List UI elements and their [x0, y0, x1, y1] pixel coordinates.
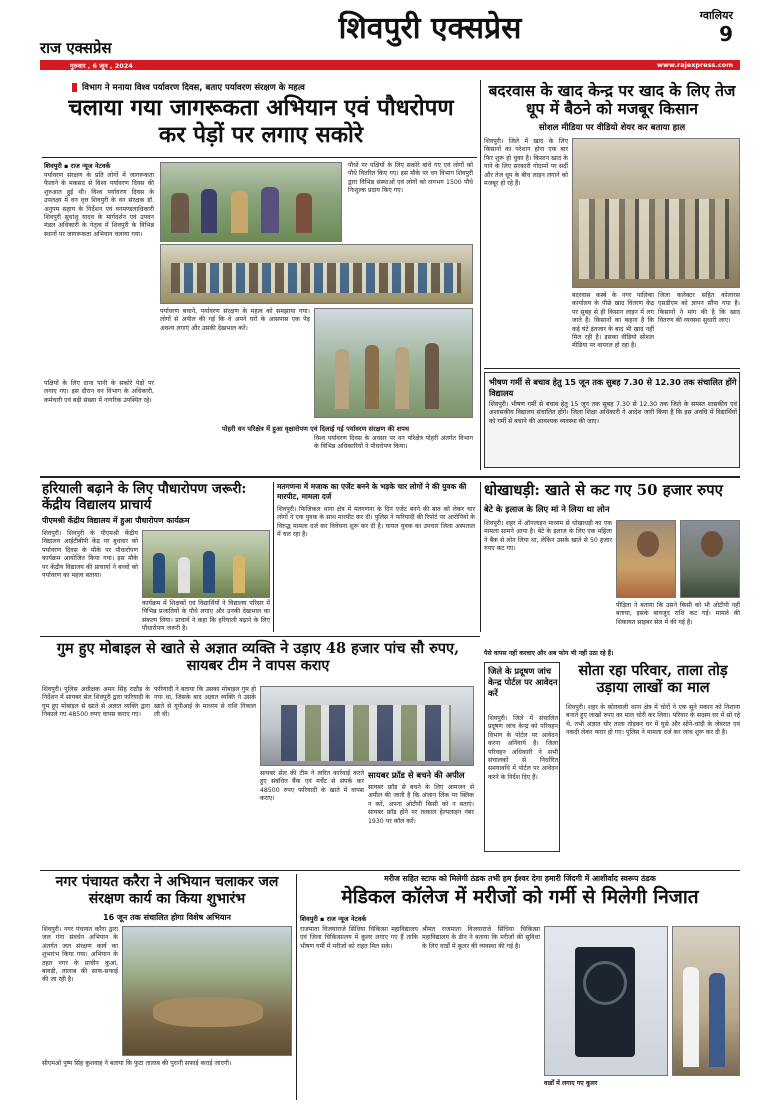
kicker-red-mark: [72, 83, 77, 92]
story-counting-assault: [277, 482, 475, 632]
photo-caption: पैसे वापस नहीं करवाए और अब फोन भी नहीं उठा रहे हैं।: [484, 650, 614, 657]
masthead-city: ग्वालियर: [699, 9, 733, 22]
story-byline: शिवपुरी ▪ राज न्यूज नेटवर्क: [300, 915, 367, 923]
story-headline: मतगणना में मजाक का एजेंट बनने के भड़के चार लोगों ने की युवक की मारपीट, मामला दर्ज: [277, 482, 467, 501]
photo-caption: वार्डों में लगाए गए कूलर: [544, 1080, 598, 1087]
caption-pohri: पोहरी वन परिक्षेत्र में हुआ वृक्षारोपण एवं दिलाई गई पर्यावरण संरक्षण की शपथ: [222, 425, 410, 433]
story-body-col1: शिवपुरी। शिवपुरी के पीएमश्री केंद्रीय विद्यालय आईटीबीपी केंद्र पर बुधवार को पर्यावरण दिवस के मौके पर पौधारोपण कार्यक्रम आयोजित किया गया। इस मौके पर केंद्रीय विद्यालय की प्राचार्या ने बच्चों को पर्यावरण का महत्व बताया।: [42, 530, 138, 580]
story-headline: नगर पंचायत करैरा ने अभियान चलाकर जल संरक्षण कार्य का किया शुभारंभ: [55, 874, 279, 907]
story-body-col3: पर्यावरण बचाने, पर्यावरण संरक्षण के महत्व को समझाया गया। लोगों से अपील की गई कि वे अपने घरों के आसपास एक पेड़ अवश्य लगाएं और उसकी देखभाल करें।: [160, 308, 310, 332]
photo-tree-planting: [160, 162, 342, 242]
notice-box: [484, 372, 740, 468]
photo-pohri: [314, 308, 473, 418]
story-body-col4: पक्षियों के लिए दाना पानी के सकोरे पेड़ों पर लगाए गए। इस दौरान वन विभाग के अधिकारी, कर्मचारी एवं बड़ी संख्या में नागरिक उपस्थित रहे।: [44, 380, 154, 404]
story-headline: बदरवास के खाद केन्द्र पर खाद के लिए तेज धूप में बैठने को मजबूर किसान: [488, 81, 736, 119]
story-headline: हरियाली बढ़ाने के लिए पौधारोपण जरूरी: केंद्रीय विद्यालय प्राचार्य: [42, 481, 247, 513]
story-body-col4: सायबर फ्रॉड से बचने के लिए आमजन से अपील की जाती है कि अंजान लिंक पर क्लिक न करें, अपना ओटीपी किसी को न बताएं। सायबर फ्रॉड होने पर तत्काल हेल्पलाइन नंबर 1930 पर कॉल करें।: [368, 784, 474, 825]
story-body-col2: पीड़िता ने बताया कि उसने किसी को भी ओटीपी नहीं बताया, इसके बावजूद राशि कट गई। मामले की शिकायत साइबर सेल में की गई है।: [616, 602, 740, 626]
story-theft: [566, 662, 740, 862]
story-body-col1: शिवपुरी। पुलिस अधीक्षक अमन सिंह राठौड़ के निर्देशन में सायबर सेल शिवपुरी द्वारा फरियादी के गुम हुए मोबाइल से खाते से अज्ञात व्यक्ति द्वारा निकाले गए 48500 रुपए वापस कराए गए।: [42, 686, 150, 719]
story-fertilizer: [484, 82, 740, 472]
story-body-col1: राजमाता विजयाराजे सिंधिया चिकित्सा महाविद्यालय एवं जिला चिकित्सालय में कूलर लगाए गए हैं ताकि भीषण गर्मी में मरीजों को राहत मिल सके।: [300, 926, 418, 950]
story-school-plantation: [42, 482, 270, 632]
masthead-bar: [40, 60, 740, 70]
story-subhead: बेटे के इलाज के लिए मां ने लिया था लोन: [484, 504, 610, 514]
story-headline: धोखाधड़ी: खाते से कट गए 50 हजार रुपए: [484, 481, 723, 499]
story-headline: गुम हुए मोबाइल से खाते से अज्ञात व्यक्ति ने उड़ाए 48 हजार पांच सौ रुपए, सायबर टीम ने वापस कराए: [56, 640, 460, 675]
photo-pond-cleaning: [122, 926, 292, 1056]
story-body-col1: शिवपुरी। जिले में खाद के लिए किसानों का परेशान होना एक बार फिर शुरू हो चुका है। किसान खाद के पाने के लिए सरकारी गोदामों पर सर्दी और तेज धूप के बीच लाइन लगाने को मजबूर हो रहे हैं।: [484, 138, 568, 188]
masthead: [0, 0, 778, 74]
story-subhead: सायबर फ्रॉड से बचने की अपील: [368, 770, 465, 780]
story-water-conservation: [42, 874, 292, 1098]
story-headline: चलाया गया जागरूकता अभियान एवं पौधरोपण कर पेड़ों पर लगाए सकोरे: [68, 95, 454, 148]
story-headline: मेडिकल कॉलेज में मरीजों को गर्मी से मिलेगी निजात: [341, 886, 699, 908]
story-body-col2: कार्यक्रम में शिक्षकों एवं विद्यार्थियों ने विद्यालय परिसर में विभिन्न प्रजातियों के पौधे लगाए और उनकी देखभाल का संकल्प लिया। प्राचार्य ने कहा कि हरियाली बढ़ाने के लिए पौधारोपण जरूरी है।: [142, 600, 270, 633]
photo-woman: [616, 520, 676, 598]
story-kicker: मरीज सहित स्टाफ को मिलेगी ठंडक तभी हम ईश्वर देगा हमारी जिंदगी में आशीर्वाद स्वरूप ठंडक: [384, 874, 656, 883]
story-body-col1: पर्यावरण संरक्षण के प्रति लोगों में जागरूकता फैलाने के मकसद से विश्व पर्यावरण दिवस की शुरुआत हुई थी। विश्व पर्यावरण दिवस के उपलक्ष्य में वन वृत्त शिवपुरी के वन संरक्षक डॉ. अनुपम सहाय के निर्देशन एवं वनमण्डलाधिकारी शिवपुरी सुधांशु यादव के मार्गदर्शन एवं उपवन मंडल अधिकारी के नेतृत्व में शिवपुरी के विभिन्न स्थानों पर जागरूकता अभियान चलाया गया।: [44, 172, 154, 238]
story-subhead: सोशल मीडिया पर वीडियो शेयर कर बताया हाल: [538, 123, 686, 133]
photo-cooler: [544, 926, 668, 1076]
notice-body: शिवपुरी। भीषण गर्मी से बचाव हेतु 15 जून तक सुबह 7.30 से 12.30 तक जिले के समस्त शासकीय एवं अशासकीय विद्यालय संचालित होंगे। जिला शिक्षा अधिकारी ने आदेश जारी किया है कि इस अवधि में विद्यार्थियों को गर्मी से बचाने की आवश्यक व्यवस्था की जाए।: [489, 401, 737, 425]
story-byline: शिवपुरी ▪ राज न्यूज नेटवर्क: [44, 162, 111, 170]
story-kicker: विभाग ने मनाया विश्व पर्यावरण दिवस, बताए पर्यावरण संरक्षण के महत्व: [82, 83, 305, 93]
story-medical-college: [300, 874, 740, 1100]
photo-students: [142, 530, 270, 598]
story-body-col2: फरियादी ने बताया कि उसका मोबाइल गुम हो गया था, जिसके बाद अज्ञात व्यक्ति ने उसके खाते से यूपीआई के माध्यम से राशि निकाल ली थी।: [154, 686, 256, 719]
photo-group: [160, 244, 473, 304]
photo-doctors: [672, 926, 740, 1076]
story-body-col3: जिला कलेक्टर सहित कोलारस एसडीएम को ज्ञापन सौंपा गया है। किसानों ने मांग की है कि खाद वितरण की व्यवस्था सुधारी जाए।: [658, 292, 740, 325]
story-headline: सोता रहा परिवार, ताला तोड़ उड़ाया लाखों का माल: [578, 662, 728, 697]
story-body: शिवपुरी। जिले में संचालित प्रदूषण जांच केन्द्र को परिवहन विभाग के पोर्टल पर आवेदन करना अनिवार्य है। जिला परिवहन अधिकारी ने सभी संचालकों से निर्धारित समयावधि में पोर्टल पर आवेदन करने के निर्देश दिए हैं।: [488, 715, 558, 781]
story-body: शिवपुरी। नगर पंचायत करैरा द्वारा जल गंगा संवर्धन अभियान के अंतर्गत जल संरक्षण कार्य का शुभारंभ किया गया। अभियान के तहत नगर के प्राचीन कुआं, बावड़ी, तालाब की साफ-सफाई की जा रही है।: [42, 926, 118, 984]
story-body-col2: श्रीमंत राजमाता विजयाराजे सिंधिया चिकित्सा महाविद्यालय के डीन ने बताया कि मरीजों की सुविधा के लिए वार्डों में कूलर की व्यवस्था की गई है।: [422, 926, 540, 950]
brand-logo: राज एक्सप्रेस: [40, 39, 112, 57]
notice-headline: भीषण गर्मी से बचाव हेतु 15 जून तक सुबह 7.30 से 12.30 तक संचालित होंगे विद्यालय: [489, 377, 737, 398]
story-subhead: पीएमश्री केंद्रीय विद्यालय में हुआ पौधारोपण कार्यक्रम: [42, 516, 190, 525]
story-body-col2: पौधों पर पक्षियों के लिए सकोरे बांधे गए एवं लोगों को पौधे वितरित किए गए। इस मौके पर वन विभाग शिवपुरी द्वारा विभिन्न संस्थाओं एवं लोगों को लगभग 1500 पौधे निःशुल्क प्रदाय किए गए।: [348, 162, 473, 195]
page-number: 9: [719, 22, 733, 46]
website[interactable]: www.rajexpress.com: [656, 61, 733, 69]
story-subhead: 16 जून तक संचालित होगा विशेष अभियान: [103, 913, 231, 922]
photo-farmers-queue: [572, 138, 740, 288]
photo-cyber-team: [260, 686, 474, 766]
story-body: शिवपुरी। फिजिकल थाना क्षेत्र में मतगणना के दिन एजेंट बनने की बात को लेकर चार लोगों ने एक युवक के साथ मारपीट कर दी। पुलिस ने फरियादी की रिपोर्ट पर आरोपियों के विरुद्ध मामला दर्ज कर विवेचना शुरू कर दी है। घायल युवक का उपचार जिला अस्पताल में चल रहा है।: [277, 506, 475, 539]
story-body-col2: बदरवास कस्बे के नगर पालिका कार्यालय के पीछे खाद वितरण केंद्र पर सुबह से ही किसान लाइन में लग जाते हैं। किसानों का कहना है कि कई घंटे इंतजार के बाद भी खाद नहीं मिल रही है। इसका वीडियो सोशल मीडिया पर वायरल हो रहा है।: [572, 292, 654, 350]
story-environment: [42, 80, 477, 470]
story-footer: सीएमओ पुष्प सिंह कुशवाह ने बताया कि फुटा तालाब की पुरानी सफाई कराई जाएगी।: [42, 1060, 232, 1067]
story-body-col1: शिवपुरी। शहर में ऑनलाइन माध्यम से धोखाधड़ी का एक मामला सामने आया है। बेटे के इलाज के लिए एक महिला ने बैंक से लोन लिया था, लेकिन उसके खाते से 50 हजार रुपए कट गए।: [484, 520, 612, 553]
story-pollution-portal: [484, 662, 560, 852]
photo-son: [680, 520, 740, 598]
story-cyber-refund: [42, 640, 474, 868]
issue-date: गुरुवार , 6 जून , 2024: [70, 62, 133, 70]
masthead-title: शिवपुरी एक्सप्रेस: [338, 11, 522, 46]
story-headline: जिले के प्रदूषण जांच केन्द्र पोर्टल पर आवेदन करें: [488, 666, 558, 698]
caption-pohri-text: विश्व पर्यावरण दिवस के अवसर पर वन परिक्षेत्र पोहरी अंतर्गत विभाग के विभिन्न अधिकारियों ने पौधरोपण किया।: [314, 435, 473, 451]
story-body: शिवपुरी। शहर के कोतवाली थाना क्षेत्र में चोरों ने एक सूने मकान को निशाना बनाते हुए लाखों रुपए का माल चोरी कर लिया। परिवार के सदस्य घर में सो रहे थे, तभी अज्ञात चोर ताला तोड़कर घर में घुसे और सोने-चांदी के जेवरात एवं नकदी लेकर फरार हो गए। पुलिस ने मामला दर्ज कर जांच शुरू कर दी है।: [566, 704, 740, 737]
story-body-col3: सायबर सेल की टीम ने त्वरित कार्रवाई करते हुए संबंधित बैंक एवं मर्चेंट से संपर्क कर 48500 रुपए फरियादी के खाते में वापस कराए।: [260, 770, 364, 803]
